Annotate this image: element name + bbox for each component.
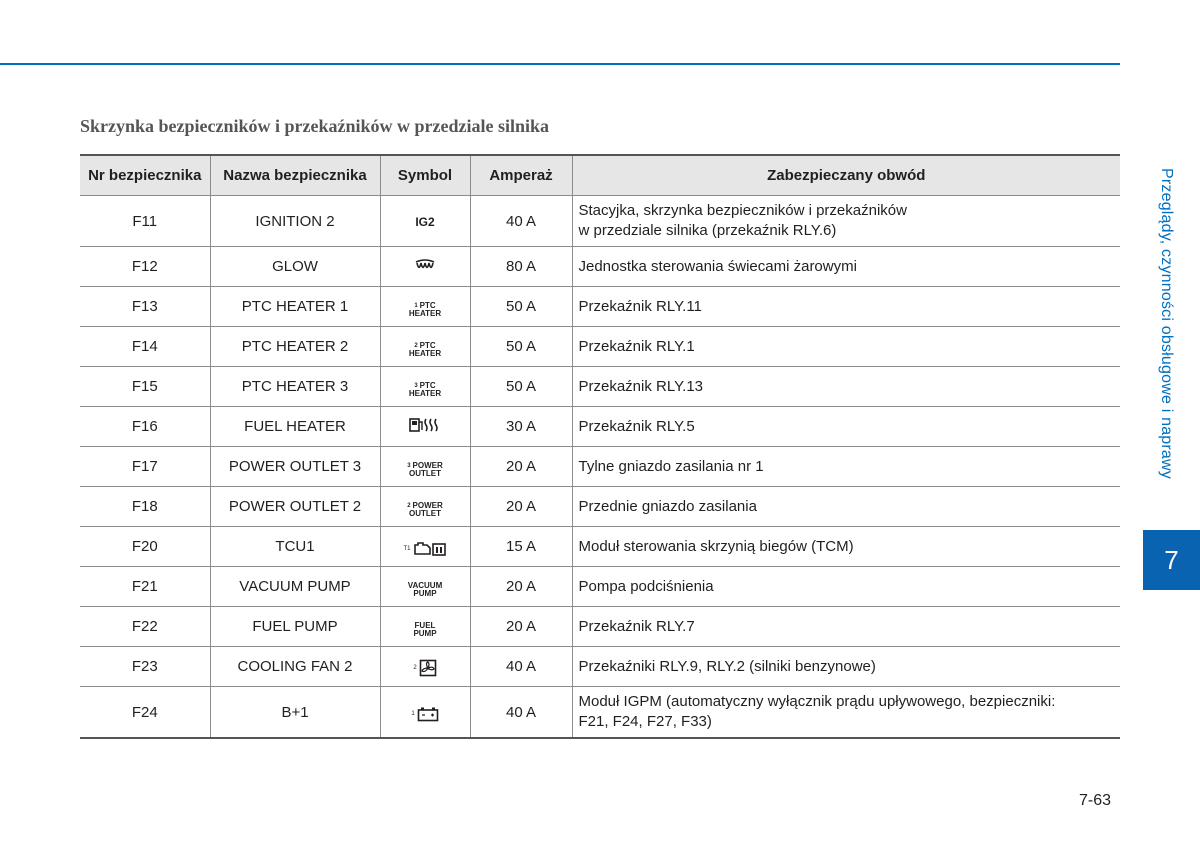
table-row — [80, 447, 1120, 487]
fuse-amperage: 50 A — [470, 287, 572, 327]
fuse-symbol — [380, 647, 470, 687]
table-row — [80, 527, 1120, 567]
circuit-line-1: Moduł IGPM (automatyczny wyłącznik prądu upływowego, bezpieczniki: — [578, 693, 1056, 710]
fuse-name: TCU1 — [210, 527, 380, 567]
fuse-circuit: Jednostka sterowania świecami żarowymi — [572, 247, 1120, 287]
fuse-name: COOLING FAN 2 — [210, 647, 380, 687]
table-row — [80, 247, 1120, 287]
fuse-symbol — [380, 527, 470, 567]
cooling-fan-label: 2 — [413, 665, 417, 671]
fuse-circuit: Pompa podciśnienia — [572, 567, 1120, 607]
header-fuse-name: Nazwa bezpiecznika — [210, 155, 380, 196]
table-header-row — [80, 155, 1120, 196]
chapter-title: Przeglądy, czynności obsługowe i naprawy — [1158, 168, 1175, 479]
battery-icon — [411, 706, 438, 722]
fuse-amperage: 40 A — [470, 196, 572, 247]
fuse-amperage: 80 A — [470, 247, 572, 287]
fuse-name: GLOW — [210, 247, 380, 287]
table-row — [80, 687, 1120, 739]
fuse-number: F24 — [80, 687, 210, 739]
fuse-name: VACUUM PUMP — [210, 567, 380, 607]
fuse-amperage: 20 A — [470, 447, 572, 487]
chapter-tab: 7 — [1143, 530, 1200, 590]
fuel-pump-icon: FUEL PUMP — [413, 621, 437, 638]
fuse-symbol — [380, 247, 470, 287]
fuse-amperage: 40 A — [470, 687, 572, 739]
fuse-symbol — [380, 287, 470, 327]
circuit-line-2: F21, F24, F27, F33) — [578, 713, 712, 730]
fuse-amperage: 50 A — [470, 367, 572, 407]
fuse-circuit: Przekaźnik RLY.11 — [572, 287, 1120, 327]
fuse-symbol — [380, 687, 470, 739]
power-outlet-icon: $^3$ POWER OUTLET — [407, 461, 443, 478]
fuse-number: F13 — [80, 287, 210, 327]
fuse-symbol — [380, 487, 470, 527]
fuse-amperage: 40 A — [470, 647, 572, 687]
section-title: Skrzynka bezpieczników i przekaźników w przedziale silnika — [80, 116, 550, 136]
fuse-symbol — [380, 567, 470, 607]
table-row — [80, 367, 1120, 407]
fuse-circuit: Przekaźnik RLY.1 — [572, 327, 1120, 367]
fuse-number: F22 — [80, 607, 210, 647]
fuse-number: F15 — [80, 367, 210, 407]
header-fuse-number: Nr bezpiecznika — [80, 155, 210, 196]
fuse-amperage: 50 A — [470, 327, 572, 367]
fuse-circuit — [572, 196, 1120, 247]
fuse-amperage: 15 A — [470, 527, 572, 567]
ig2-text-icon: IG2 — [415, 214, 435, 229]
fuse-circuit: Przekaźniki RLY.9, RLY.2 (silniki benzynowe) — [572, 647, 1120, 687]
fuse-name: POWER OUTLET 2 — [210, 487, 380, 527]
fuse-amperage: 20 A — [470, 607, 572, 647]
header-amperage: Amperaż — [470, 155, 572, 196]
top-rule — [0, 63, 1120, 65]
fuse-amperage: 20 A — [470, 487, 572, 527]
fuse-symbol — [380, 196, 470, 247]
table-row — [80, 487, 1120, 527]
table-row — [80, 287, 1120, 327]
fuse-number: F16 — [80, 407, 210, 447]
ptc-heater-icon: $^3$ PTC HEATER — [408, 381, 442, 398]
ptc-heater-icon: $^1$ PTC HEATER — [408, 301, 442, 318]
table-row — [80, 196, 1120, 247]
fuse-number: F14 — [80, 327, 210, 367]
fuse-symbol — [380, 407, 470, 447]
fuse-circuit: Przekaźnik RLY.7 — [572, 607, 1120, 647]
table-row — [80, 607, 1120, 647]
fuse-circuit — [572, 687, 1120, 739]
fuse-circuit: Przednie gniazdo zasilania — [572, 487, 1120, 527]
fuse-symbol — [380, 447, 470, 487]
power-outlet-icon: $^2$ POWER OUTLET — [407, 501, 443, 518]
tcu-label: T1 — [403, 545, 411, 552]
table-row — [80, 567, 1120, 607]
fuel-heater-icon — [408, 417, 442, 433]
fuse-name: POWER OUTLET 3 — [210, 447, 380, 487]
tcu-icon — [403, 541, 446, 557]
fuse-name: IGNITION 2 — [210, 196, 380, 247]
fuse-name: B+1 — [210, 687, 380, 739]
glow-plug-icon — [413, 258, 437, 272]
fuse-symbol — [380, 327, 470, 367]
fuse-number: F11 — [80, 196, 210, 247]
table-row — [80, 647, 1120, 687]
header-symbol: Symbol — [380, 155, 470, 196]
fuse-number: F21 — [80, 567, 210, 607]
fuse-amperage: 20 A — [470, 567, 572, 607]
fuse-name: PTC HEATER 2 — [210, 327, 380, 367]
fuse-number: F18 — [80, 487, 210, 527]
fuse-name: FUEL PUMP — [210, 607, 380, 647]
table-row — [80, 407, 1120, 447]
circuit-line-1: Stacyjka, skrzynka bezpieczników i przekaźników — [578, 202, 907, 219]
table-row — [80, 327, 1120, 367]
page-number: 7-63 — [1079, 792, 1112, 809]
fuse-name: FUEL HEATER — [210, 407, 380, 447]
fuse-number: F20 — [80, 527, 210, 567]
fuse-symbol — [380, 607, 470, 647]
circuit-line-2: w przedziale silnika (przekaźnik RLY.6) — [578, 222, 837, 239]
fuse-table — [80, 154, 1120, 739]
fuse-amperage: 30 A — [470, 407, 572, 447]
fuse-number: F12 — [80, 247, 210, 287]
fuse-number: F17 — [80, 447, 210, 487]
fuse-name: PTC HEATER 1 — [210, 287, 380, 327]
fuse-circuit: Moduł sterowania skrzynią biegów (TCM) — [572, 527, 1120, 567]
battery-label: 1 — [411, 711, 415, 717]
header-protected-circuit: Zabezpieczany obwód — [572, 155, 1120, 196]
fuse-number: F23 — [80, 647, 210, 687]
fuse-circuit: Przekaźnik RLY.13 — [572, 367, 1120, 407]
fuse-circuit: Przekaźnik RLY.5 — [572, 407, 1120, 447]
vacuum-pump-icon: VACUUM PUMP — [407, 581, 443, 598]
ptc-heater-icon: $^2$ PTC HEATER — [408, 341, 442, 358]
fuse-name: PTC HEATER 3 — [210, 367, 380, 407]
fuse-symbol — [380, 367, 470, 407]
cooling-fan-icon — [413, 659, 436, 677]
fuse-circuit: Tylne gniazdo zasilania nr 1 — [572, 447, 1120, 487]
